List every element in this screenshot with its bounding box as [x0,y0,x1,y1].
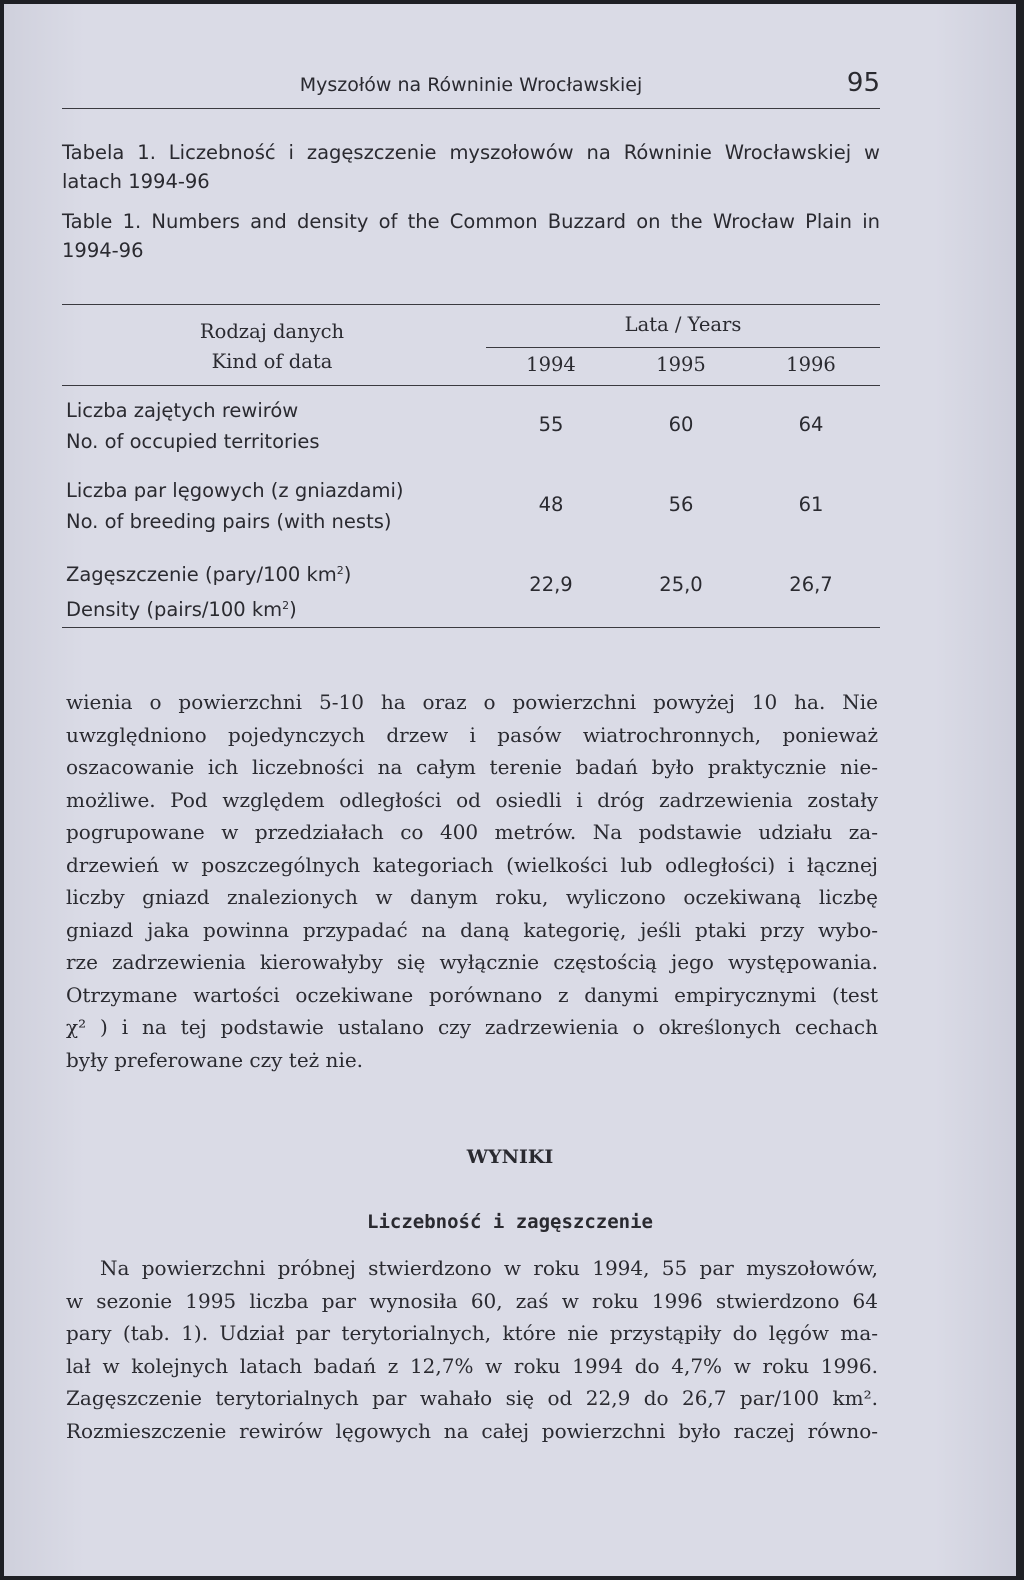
text-line: pary (tab. 1). Udział par terytorialnych, które nie przystąpiły do lęgów ma- [66,1321,878,1345]
table-cell: 55 [538,413,564,436]
superscript: 2 [336,564,344,577]
row-label-english [66,590,486,625]
table-cell: 60 [668,413,694,436]
text-line: w sezonie 1995 liczba par wynosiła 60, zaś w roku 1996 stwierdzono 64 [66,1288,878,1313]
row-label-english: No. of breeding pairs (with nests) [66,510,392,533]
text-line: drzewień w poszczególnych kategoriach (wielkości lub odległości) i łącznej [66,852,878,877]
methods-paragraph [66,686,878,1076]
section-title: WYNIKI [466,1146,554,1168]
table-cell: 48 [538,493,564,516]
row-label-polish [66,555,486,590]
text-line: Zagęszczenie terytorialnych par wahało się od 22,9 do 26,7 par/100 km². [66,1386,878,1410]
subsection-title: Liczebność i zagęszczenie [367,1211,653,1233]
text-line: oszacowanie ich liczebności na całym terenie badań było praktycznie nie- [66,755,878,779]
text-line: liczby gniazd znalezionych w danym roku, wyliczono oczekiwaną liczbę [66,885,878,909]
text-line: lał w kolejnych latach badań z 12,7% w roku 1994 do 4,7% w roku 1996. [66,1353,878,1378]
kind-header-english: Kind of data [211,350,333,373]
row-label-polish: Liczba par lęgowych (z gniazdami) [66,479,404,502]
page-number: 95 [846,68,880,98]
year-column-header: 1996 [786,353,836,376]
text-line: wienia o powierzchni 5-10 ha oraz o powierzchni powyżej 10 ha. Nie [66,690,878,714]
table-cell: 25,0 [659,573,703,596]
running-header [62,66,880,109]
running-title: Myszołów na Równinie Wrocławskiej [299,74,643,96]
label-suffix: ) [343,563,352,586]
table-row-label [66,555,486,625]
text-line: uwzględniono pojedynczych drzew i pasów wiatrochronnych, ponieważ [66,722,878,747]
kind-of-data-header [62,317,482,377]
table-cell: 64 [798,413,824,436]
text-line: Na powierzchni próbnej stwierdzono w roku 1994, 55 par myszołowów, [100,1256,878,1280]
table-caption-polish: Tabela 1. Liczebność i zagęszczenie myszołowów na Równinie Wrocławskiej w latach 1994-96 [62,141,880,193]
label-text: Zagęszczenie (pary/100 km [66,563,337,586]
text-line: możliwe. Pod względem odległości od osiedli i dróg zadrzewienia zostały [66,787,878,812]
table-cell: 56 [668,493,694,516]
superscript: 2 [282,599,290,612]
table-cell: 22,9 [529,573,573,596]
text-line: χ² ) i na tej podstawie ustalano czy zadrzewienia o określonych cechach [66,1015,878,1039]
row-label-polish: Liczba zajętych rewirów [66,399,299,422]
label-text: Density (pairs/100 km [66,598,283,621]
table-cell: 26,7 [789,573,833,596]
header-rule [62,385,880,386]
text-line: gniazd jaka powinna przypadać na daną kategorię, jeśli ptaki przy wybo- [66,917,878,942]
row-label-english: No. of occupied territories [66,430,320,453]
book-page [4,4,1016,1576]
text-line: Rozmieszczenie rewirów lęgowych na całej powierzchni było raczej równo- [66,1418,878,1443]
data-table [62,304,880,628]
text-line: pogrupowane w przedziałach co 400 metrów. Na podstawie udziału za- [66,820,878,844]
text-line: rze zadrzewienia kierowałyby się wyłącznie częstością jego występowania. [66,950,878,974]
table-row-label [66,395,486,457]
text-line: Otrzymane wartości oczekiwane porównano z danymi empirycznymi (test [66,982,878,1007]
results-paragraph [66,1252,878,1447]
table-cell: 61 [798,493,824,516]
kind-header-polish: Rodzaj danych [199,320,345,343]
year-column-header: 1995 [656,353,706,376]
years-header: Lata / Years [624,313,742,336]
table-row-label [66,475,486,537]
years-header-rule [486,347,880,348]
year-column-header: 1994 [526,353,576,376]
label-suffix: ) [289,598,297,621]
table-caption-english: Table 1. Numbers and density of the Common Buzzard on the Wrocław Plain in 1994-96 [62,210,880,262]
text-line: były preferowane czy też nie. [66,1047,364,1072]
